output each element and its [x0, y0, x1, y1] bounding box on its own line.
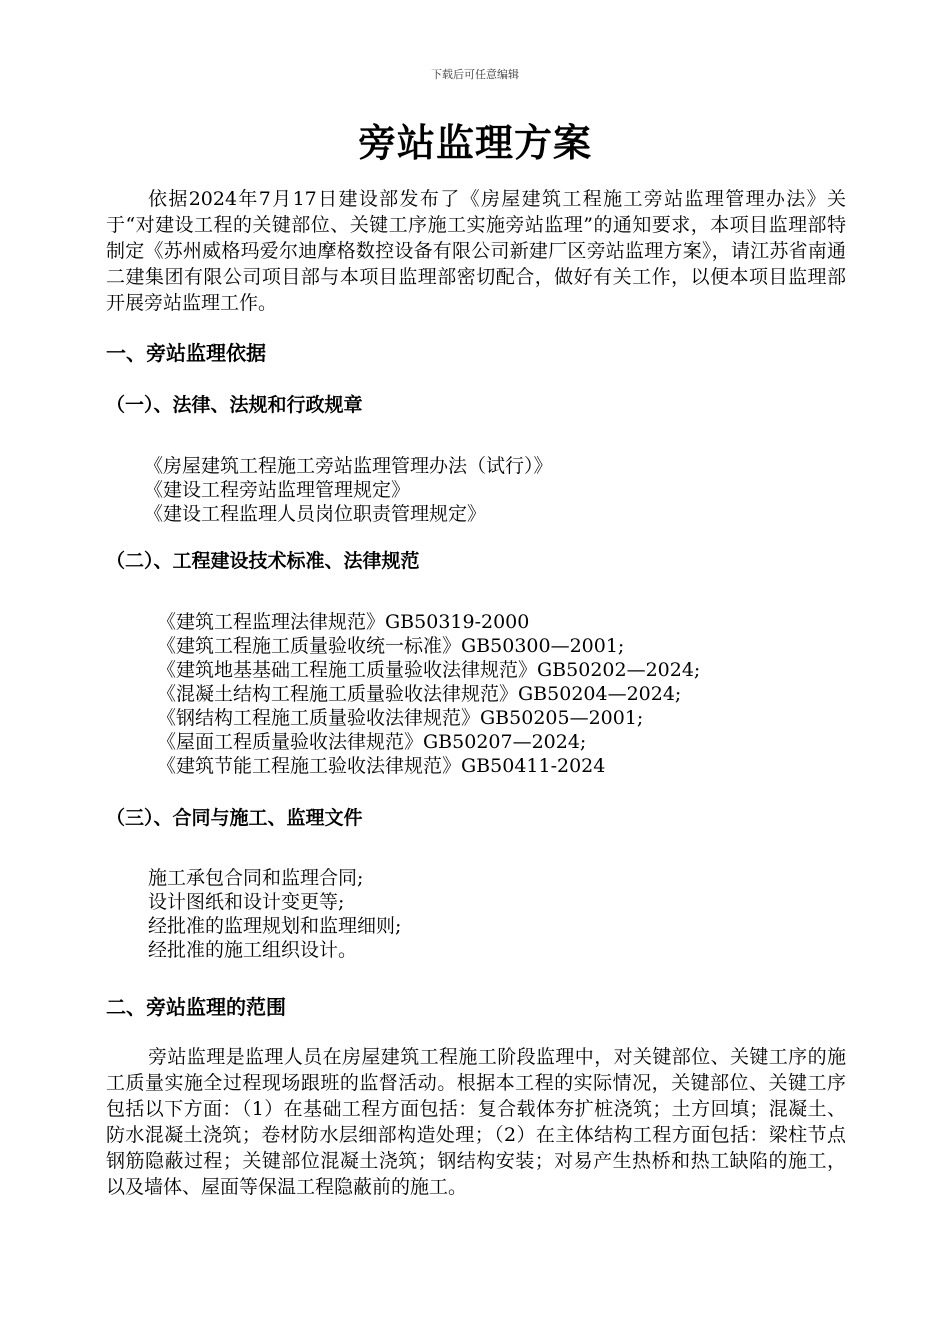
subsection-heading-standards: （二）、工程建设技术标准、法律规范	[106, 550, 420, 572]
list-item: 《混凝土结构工程施工质量验收法律规范》GB50204—2024;	[157, 683, 682, 705]
list-item: 施工承包合同和监理合同;	[148, 867, 364, 889]
header-note: 下载后可任意编辑	[431, 68, 519, 81]
laws-list	[144, 454, 553, 526]
section-heading-basis: 一、旁站监理依据	[106, 341, 266, 365]
subsection-heading-laws: （一）、法律、法规和行政规章	[106, 394, 363, 416]
scope-paragraph: 旁站监理是监理人员在房屋建筑工程施工阶段监理中，对关键部位、关键工序的施工质量实施全过程现场跟班的监督活动。根据本工程的实际情况，关键部位、关键工序包括以下方面：（1）在基础工程方面包括：复合载体夯扩桩浇筑；土方回填；混凝土、防水混凝土浇筑；卷材防水层细部构造处理；（2）在主体结构工程方面包括：梁柱节点钢筋隐蔽过程；关键部位混凝土浇筑；钢结构安装；对易产生热桥和热工缺陷的施工，以及墙体、屋面等保温工程隐蔽前的施工。	[106, 1046, 846, 1198]
standards-list	[157, 610, 700, 778]
list-item: 《建筑地基基础工程施工质量验收法律规范》GB50202—2024;	[157, 659, 701, 681]
list-item: 《房屋建筑工程施工旁站监理管理办法（试行）》	[144, 455, 553, 477]
list-item: 《建设工程旁站监理管理规定》	[144, 479, 411, 501]
list-item: 《建筑工程施工质量验收统一标准》GB50300—2001;	[157, 635, 625, 657]
list-item: 设计图纸和设计变更等;	[148, 891, 345, 913]
list-item: 《建筑节能工程施工验收法律规范》GB50411-2024	[157, 755, 606, 777]
intro-paragraph: 依据2024年7月17日建设部发布了《房屋建筑工程施工旁站监理管理办法》关于“对建设工程的关键部位、关键工序施工实施旁站监理”的通知要求，本项目监理部特制定《苏州威格玛爱尔迪摩格数控设备有限公司新建厂区旁站监理方案》，请江苏省南通二建集团有限公司项目部与本项目监理部密切配合，做好有关工作，以便本项目监理部开展旁站监理工作。	[106, 188, 846, 314]
list-item: 《钢结构工程施工质量验收法律规范》GB50205—2001;	[157, 707, 644, 729]
contracts-list	[148, 866, 401, 962]
list-item: 《建设工程监理人员岗位职责管理规定》	[144, 503, 487, 525]
list-item: 《建筑工程监理法律规范》GB50319-2000	[157, 611, 530, 633]
list-item: 经批准的监理规划和监理细则;	[148, 915, 402, 937]
section-heading-scope: 二、旁站监理的范围	[106, 995, 286, 1019]
list-item: 经批准的施工组织设计。	[148, 939, 358, 961]
subsection-heading-contracts: （三）、合同与施工、监理文件	[106, 807, 363, 829]
page-title: 旁站监理方案	[357, 121, 592, 165]
list-item: 《屋面工程质量验收法律规范》GB50207—2024;	[157, 731, 587, 753]
